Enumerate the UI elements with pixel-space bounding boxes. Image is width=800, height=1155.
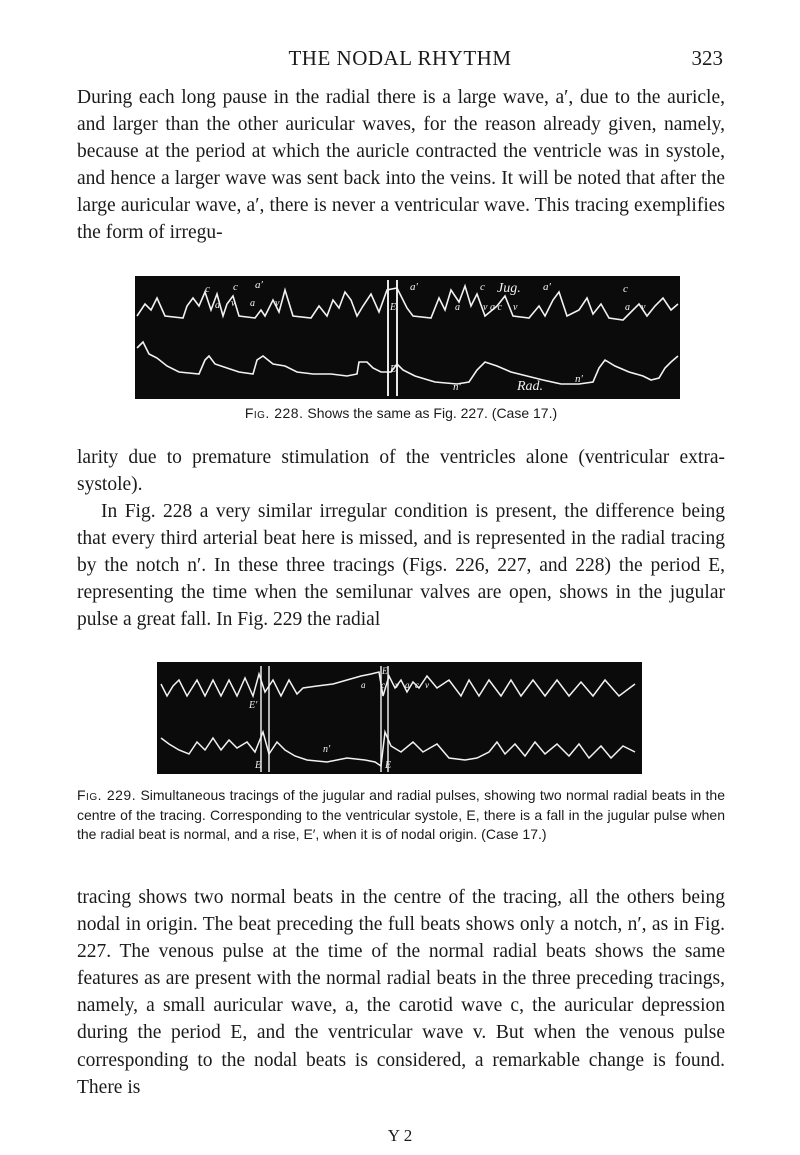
svg-text:v: v <box>395 680 399 690</box>
svg-text:c: c <box>480 281 485 293</box>
svg-text:c: c <box>415 680 419 690</box>
figure-229-svg <box>157 662 642 774</box>
svg-text:c: c <box>233 281 238 293</box>
svg-text:a: a <box>215 300 220 311</box>
svg-text:E: E <box>390 302 397 313</box>
figure-229-caption-text: Simultaneous tracings of the jugular and radial pulses, showing two normal radial beats in the centre of the tracing. Corresponding to the ventricular systole, E, there is a fall in the jugular pulse when the radial beat is normal, and a rise, E′, when it is of nodal origin. (Case 17.) <box>77 787 725 842</box>
svg-text:v: v <box>641 302 646 313</box>
figure-228-caption-text: Shows the same as Fig. 227. (Case 17.) <box>307 405 558 421</box>
svg-text:c: c <box>381 680 385 690</box>
figure-228-caption <box>77 404 725 424</box>
svg-text:c: c <box>623 283 628 295</box>
svg-text:a′: a′ <box>543 281 551 293</box>
figure-228-caption-label: Fig. 228. <box>244 405 304 421</box>
figure-228-svg <box>135 276 680 399</box>
svg-text:a: a <box>455 302 460 313</box>
running-title: THE NODAL RHYTHM <box>288 46 512 70</box>
figure-228-tracing <box>135 276 680 399</box>
signature-mark: Y 2 <box>387 1126 413 1145</box>
svg-text:E: E <box>382 666 388 676</box>
page-header <box>0 46 800 76</box>
svg-text:v: v <box>231 298 236 309</box>
svg-text:n′: n′ <box>453 381 461 393</box>
svg-text:Rad.: Rad. <box>517 379 544 394</box>
figure-229-caption <box>77 786 725 845</box>
page-number: 323 <box>691 46 723 70</box>
svg-text:a: a <box>625 302 630 313</box>
paragraph-2: larity due to premature stimulation of the ventricles alone (ventricular extra-systole). <box>77 447 725 496</box>
figure-229-tracing <box>157 662 642 774</box>
svg-text:v: v <box>513 302 518 313</box>
svg-text:v: v <box>425 680 429 690</box>
svg-text:a′: a′ <box>255 279 263 291</box>
figure-229-caption-label: Fig. 229. <box>77 787 137 803</box>
svg-text:E: E <box>385 760 392 771</box>
paragraph-1: During each long pause in the radial there is a large wave, a′, due to the auricle, and larger than the other auricular waves, for the reason already given, namely, because at the period at which the auricle contracted the ventricle was in systole, and hence a larger wave was sent back into the veins. It will be noted that after the large auricular wave, a′, there is never a ventricular wave. This tracing exemplifies the form of irregu- <box>77 87 725 244</box>
svg-text:a: a <box>405 680 410 690</box>
svg-text:Jug.: Jug. <box>497 281 521 296</box>
paragraph-4: tracing shows two normal beats in the centre of the tracing, all the others being nodal in origin. The beat preceding the full beats shows only a notch, n′, as in Fig. 227. The venous pulse at the time of the normal radial beats shows the same features as are present with the normal radial beats in the three preceding tracings, namely, a small auricular wave, a, the carotid wave c, the auricular depression during the period E, and the ventricular wave v. But when the venous pulse corresponding to the nodal beats is considered, a remarkable change is found. There is <box>77 887 725 1098</box>
svg-text:a: a <box>250 298 255 309</box>
svg-text:a: a <box>361 680 366 690</box>
svg-text:n′: n′ <box>323 744 331 755</box>
svg-text:v: v <box>275 298 280 309</box>
svg-text:v a c: v a c <box>483 302 502 313</box>
svg-text:E′: E′ <box>249 700 258 711</box>
svg-text:c: c <box>205 283 210 295</box>
svg-text:a′: a′ <box>410 281 418 293</box>
svg-text:n′: n′ <box>575 373 583 385</box>
paragraph-3: In Fig. 228 a very similar irregular condition is present, the difference being that every third arterial beat here is missed, and is represented in the radial tracing by the notch n′. In these three tracings (Figs. 226, 227, and 228) the period E, representing the time when the semilunar valves are open, shows in the jugular pulse a great fall. In Fig. 229 the radial <box>77 501 725 631</box>
svg-text:E: E <box>255 760 262 771</box>
svg-text:E: E <box>390 364 397 375</box>
